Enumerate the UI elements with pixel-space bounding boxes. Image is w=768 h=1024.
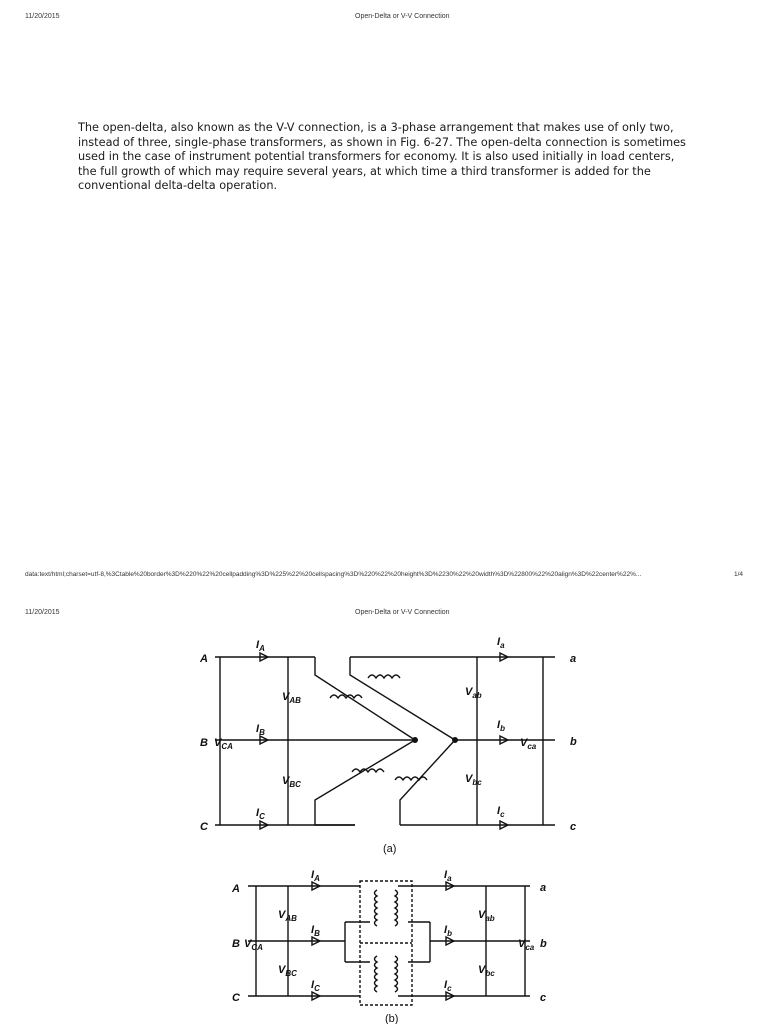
b-current-Ib: $I_b$ — [444, 924, 452, 938]
caption-a: (a) — [383, 843, 397, 855]
diagram-a — [215, 653, 555, 829]
page1-footer-page-number: 1/4 — [734, 571, 744, 578]
page1-header-date: 11/20/2015 — [25, 13, 60, 20]
b-voltage-Vab: $V_{ab}$ — [478, 909, 495, 923]
a-voltage-VCA: $V_{CA}$ — [214, 737, 233, 751]
a-current-IB: $I_B$ — [256, 723, 265, 737]
a-terminal-c: c — [570, 821, 577, 833]
a-current-Ic: $I_c$ — [497, 805, 505, 819]
caption-b: (b) — [385, 1013, 399, 1024]
page2-header-date: 11/20/2015 — [25, 609, 60, 616]
open-delta-figure — [0, 600, 768, 1024]
page2-header-title: Open-Delta or V-V Connection — [355, 609, 450, 616]
b-terminal-b: b — [540, 938, 547, 950]
diagram-b — [248, 881, 530, 1005]
b-voltage-Vca: $V_{ca}$ — [518, 938, 535, 952]
b-current-IB: $I_B$ — [311, 924, 320, 938]
a-terminal-a: a — [570, 653, 577, 665]
body-paragraph: The open-delta, also known as the V-V connection, is a 3-phase arrangement that makes use of only two, instead of three, single-phase transformers, as shown in Fig. 6-27. The open-delta connection is sometimes used in the case of instrument potential transformers for economy. It is also used initially in load centers, the full growth of which may require several years, at which time a third transformer is added for the conventional delta-delta operation. — [78, 121, 686, 193]
a-terminal-B: B — [200, 737, 208, 749]
b-terminal-a: a — [540, 882, 547, 894]
a-voltage-Vbc: $V_{bc}$ — [465, 773, 482, 787]
a-terminal-C: C — [200, 821, 208, 833]
b-current-Ic: $I_c$ — [444, 979, 452, 993]
b-voltage-VBC: $V_{BC}$ — [278, 964, 297, 978]
b-current-IC: $I_C$ — [311, 979, 320, 993]
b-current-Ia: $I_a$ — [444, 869, 452, 883]
a-voltage-VAB: $V_{AB}$ — [282, 691, 301, 705]
b-terminal-c: c — [540, 992, 547, 1004]
a-voltage-Vca: $V_{ca}$ — [520, 737, 537, 751]
page1-footer-url: data:text/html;charset=utf-8,%3Ctable%20border%3D%220%22%20cellpadding%3D%225%22%20cellspacing%3D%220%22%20height%3D%2230%22%20width%3D%22800%22%20align%3D%22center%22%... — [25, 571, 642, 578]
b-voltage-VCA: $V_{CA}$ — [244, 938, 263, 952]
a-voltage-Vab: $V_{ab}$ — [465, 686, 482, 700]
a-current-Ib: $I_b$ — [497, 719, 505, 733]
b-current-IA: $I_A$ — [311, 869, 320, 883]
b-terminal-A: A — [232, 883, 240, 895]
b-terminal-C: C — [232, 992, 240, 1004]
a-current-Ia: $I_a$ — [497, 636, 505, 650]
a-current-IC: $I_C$ — [256, 807, 265, 821]
b-voltage-Vbc: $V_{bc}$ — [478, 964, 495, 978]
b-voltage-VAB: $V_{AB}$ — [278, 909, 297, 923]
page1-header-title: Open-Delta or V-V Connection — [355, 13, 450, 20]
a-current-IA: $I_A$ — [256, 639, 265, 653]
b-terminal-B: B — [232, 938, 240, 950]
a-terminal-A: A — [200, 653, 208, 665]
a-terminal-b: b — [570, 736, 577, 748]
a-voltage-VBC: $V_{BC}$ — [282, 775, 301, 789]
